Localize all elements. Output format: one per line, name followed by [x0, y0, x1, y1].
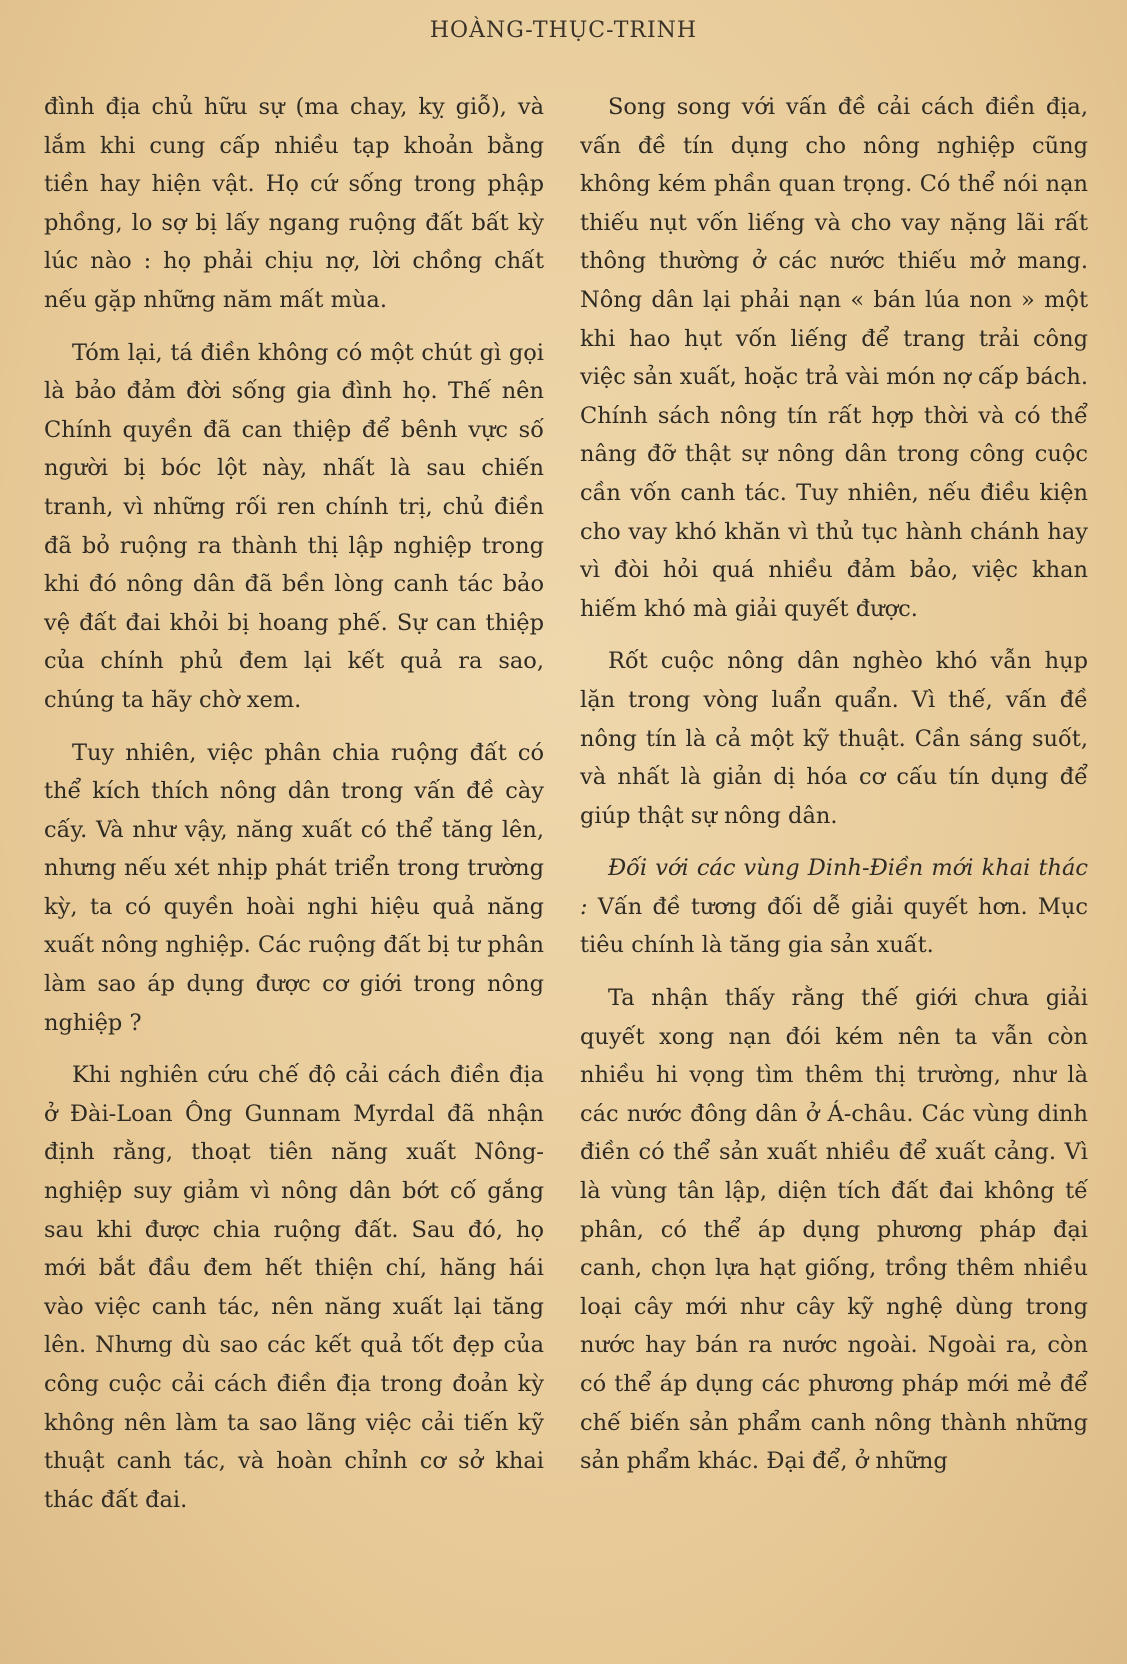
paragraph: Rốt cuộc nông dân nghèo khó vẫn hụp lặn trong vòng luẩn quẩn. Vì thế, vấn đề nông tín là cả một kỹ thuật. Cần sáng suốt, và nhất là giản dị hóa cơ cấu tín dụng để giúp thật sự nông dân.	[580, 648, 1088, 829]
paragraph: Ta nhận thấy rằng thế giới chưa giải quyết xong nạn đói kém nên ta vẫn còn nhiều hi vọng tìm thêm thị trường, như là các nước đông dân ở Á-châu. Các vùng dinh điền có thể sản xuất nhiều để xuất cảng. Vì là vùng tân lập, diện tích đất đai không tế phân, có thể áp dụng phương pháp đại canh, chọn lựa hạt giống, trồng thêm nhiều loại cây mới như cây kỹ nghệ dùng trong nước hay bán ra nước ngoài. Ngoài ra, còn có thể áp dụng các phương pháp mới mẻ để chế biến sản phẩm canh nông thành những sản phẩm khác. Đại để, ở những	[580, 985, 1088, 1475]
right-column	[580, 88, 1088, 1481]
paragraph: đình địa chủ hữu sự (ma chay, kỵ giỗ), và lắm khi cung cấp nhiều tạp khoản bằng tiền hay hiện vật. Họ cứ sống trong phập phồng, lo sợ bị lấy ngang ruộng đất bất kỳ lúc nào : họ phải chịu nợ, lời chồng chất nếu gặp những năm mất mùa.	[44, 94, 544, 313]
page-header: HOÀNG-THỤC-TRINH	[429, 18, 698, 43]
paragraph: Tóm lại, tá điền không có một chút gì gọi là bảo đảm đời sống gia đình họ. Thế nên Chính quyền đã can thiệp để bênh vực số người bị bóc lột này, nhất là sau chiến tranh, vì những rối ren chính trị, chủ điền đã bỏ ruộng ra thành thị lập nghiệp trong khi đó nông dân đã bền lòng canh tác bảo vệ đất đai khỏi bị hoang phế. Sự can thiệp của chính phủ đem lại kết quả ra sao, chúng ta hãy chờ xem.	[44, 339, 544, 713]
italic-lead-heading: Đối với các vùng Dinh-Điền mới khai thác :	[580, 855, 1088, 920]
paragraph-dinh-dien	[580, 849, 1088, 965]
paragraph-text: Vấn đề tương đối dễ giải quyết hơn. Mục tiêu chính là tăng gia sản xuất.	[580, 893, 1088, 959]
left-column	[44, 88, 544, 1519]
paragraph: Khi nghiên cứu chế độ cải cách điền địa ở Đài-Loan Ông Gunnam Myrdal đã nhận định rằng, thoạt tiên năng xuất Nông-nghiệp suy giảm vì nông dân bớt cố gắng sau khi được chia ruộng đất. Sau đó, họ mới bắt đầu đem hết thiện chí, hăng hái vào việc canh tác, nên năng xuất lại tăng lên. Nhưng dù sao các kết quả tốt đẹp của công cuộc cải cách điền địa trong đoản kỳ không nên làm ta sao lãng việc cải tiến kỹ thuật canh tác, và hoàn chỉnh cơ sở khai thác đất đai.	[44, 1062, 544, 1513]
paragraph: Song song với vấn đề cải cách điền địa, vấn đề tín dụng cho nông nghiệp cũng không kém phần quan trọng. Có thể nói nạn thiếu nụt vốn liếng và cho vay nặng lãi rất thông thường ở các nước thiếu mở mang. Nông dân lại phải nạn « bán lúa non » một khi hao hụt vốn liếng để trang trải công việc sản xuất, hoặc trả vài món nợ cấp bách. Chính sách nông tín rất hợp thời và có thể nâng đỡ thật sự nông dân trong công cuộc cần vốn canh tác. Tuy nhiên, nếu điều kiện cho vay khó khăn vì thủ tục hành chánh hay vì đòi hỏi quá nhiều đảm bảo, việc khan hiếm khó mà giải quyết được.	[580, 94, 1088, 622]
paragraph: Tuy nhiên, việc phân chia ruộng đất có thể kích thích nông dân trong vấn đề cày cấy. Và như vậy, năng xuất có thể tăng lên, nhưng nếu xét nhịp phát triển trong trường kỳ, ta có quyền hoài nghi hiệu quả năng xuất nông nghiệp. Các ruộng đất bị tư phân làm sao áp dụng được cơ giới trong nông nghiệp ?	[44, 739, 544, 1036]
